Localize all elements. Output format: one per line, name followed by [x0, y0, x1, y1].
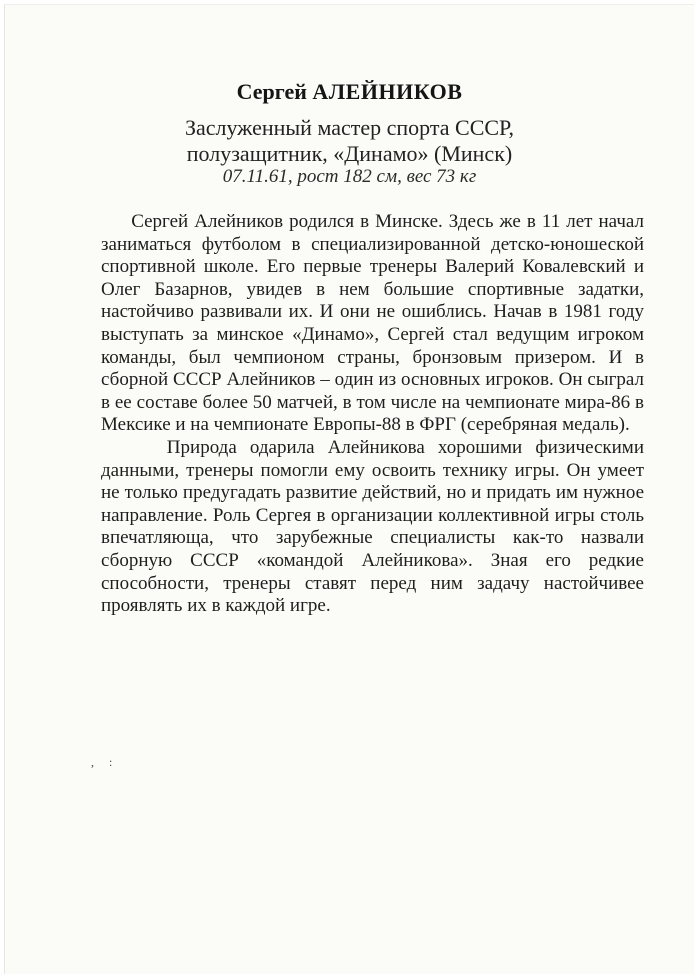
player-first-name: Сергей [236, 79, 307, 104]
player-title-line-1: Заслуженный мастер спорта СССР, [184, 115, 515, 140]
bio-paragraph-1: Сергей Алейников родился в Минске. Здесь же в 11 лет начал заниматься футболом в специализированной детско-юношеской спортивной школе. Его первые тренеры Валерий Ковалевский и Олег Базарнов, увидев в нем большие спортивные задатки, настойчиво развивали их. И они не ошиблись. Начав в 1981 году выступать за минское «Динамо», Сергей стал ведущим игроком команды, был чемпионом страны, бронзовым призером. И в сборной СССР Алейников – один из основных игроков. Он сыграл в ее составе более 50 матчей, в том числе на чемпионате мира-86 в Мексике и на чемпионате Европы-88 в ФРГ (серебряная медаль). [101, 211, 644, 436]
postcard-page [4, 4, 694, 974]
stray-print-mark: , : [91, 755, 119, 769]
player-last-name: АЛЕЙНИКОВ [312, 79, 463, 104]
biography [101, 211, 644, 618]
player-stats: 07.11.61, рост 182 см, вес 73 кг [222, 166, 477, 187]
bio-paragraph-2: Природа одарила Алейникова хорошими физическими данными, тренеры помогли ему освоить технику игры. Он умеет не только предугадать развитие действий, но и придать им нужное направление. Роль Сергея в организации коллективной игры столь впечатляюща, что зарубежные специалисты как-то назвали сборную СССР «командой Алейникова». Зная его редкие способности, тренеры ставят перед ним задачу настойчивее проявлять их в каждой игре. [101, 436, 644, 617]
player-name [5, 79, 694, 105]
player-title-line-2: полузащитник, «Динамо» (Минск) [186, 141, 513, 166]
